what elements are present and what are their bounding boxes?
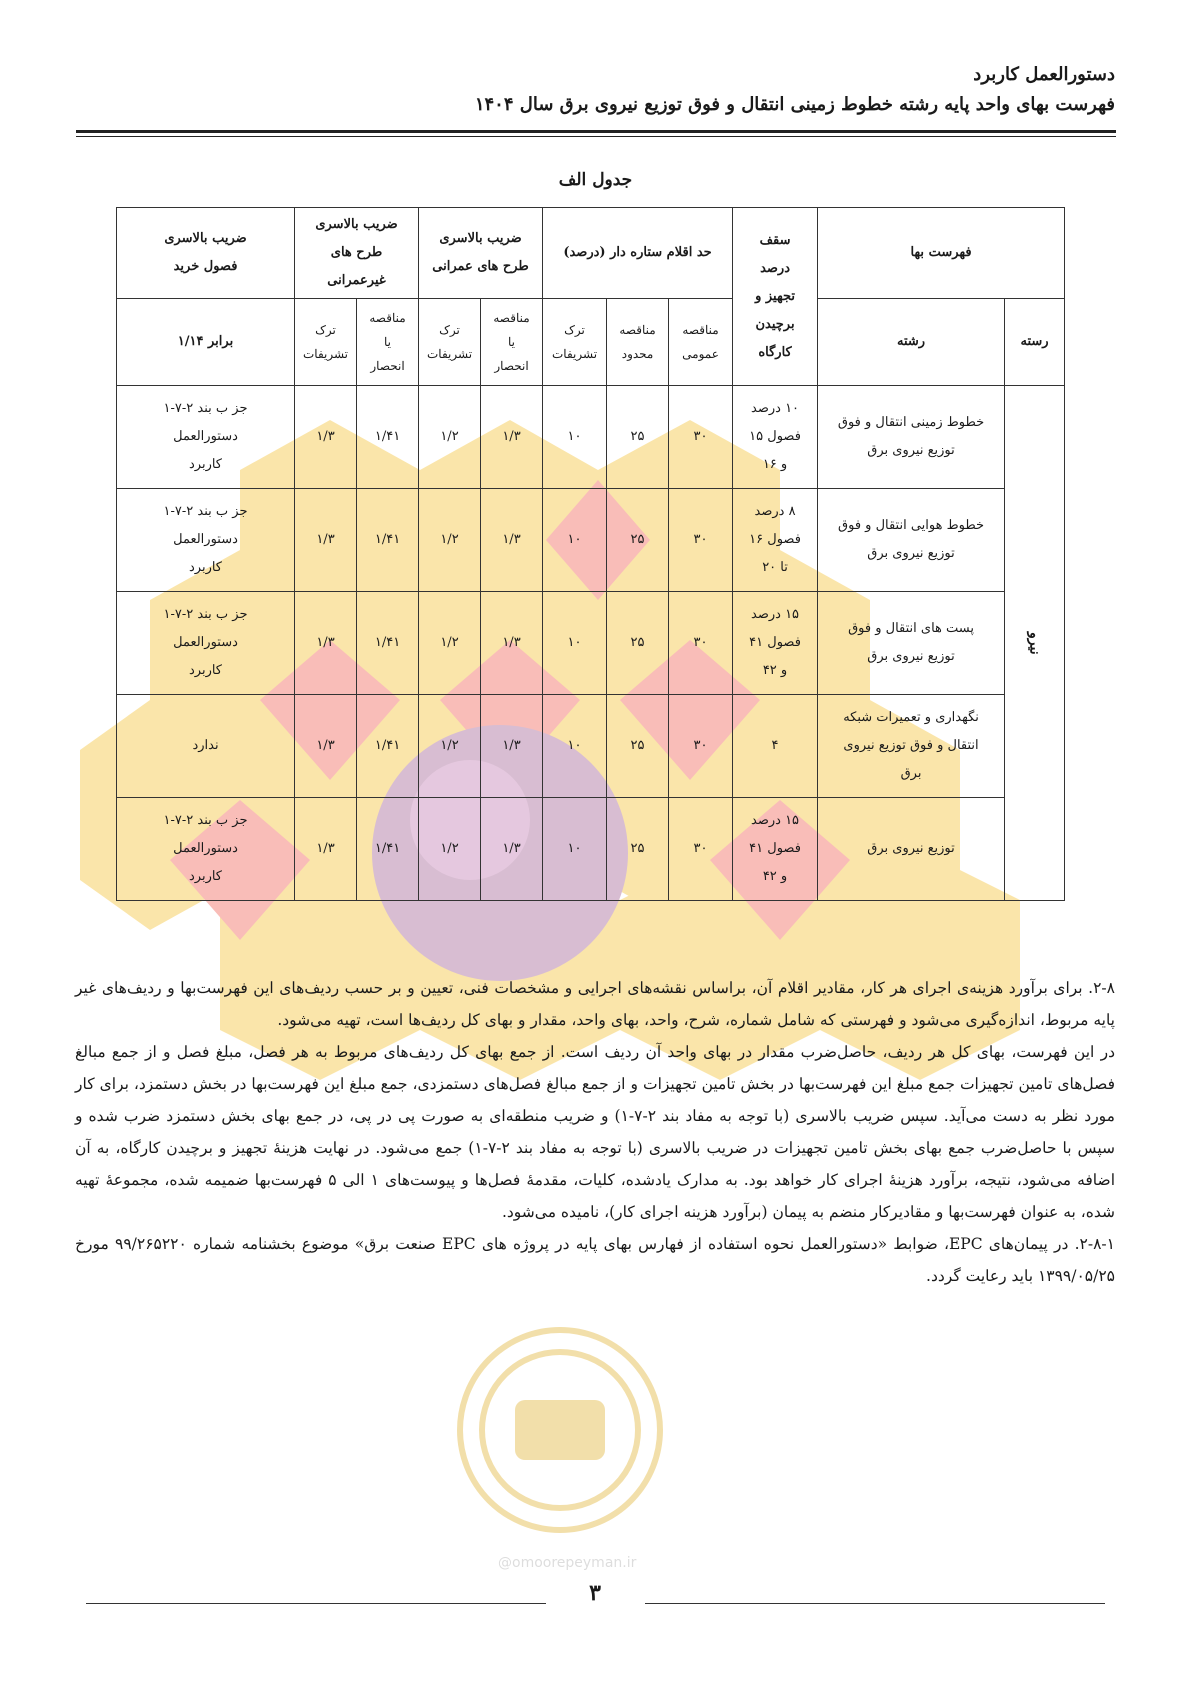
header-discipline: رشته: [818, 299, 1005, 386]
nondev-tender-cell: ۱/۴۱: [357, 489, 419, 592]
watermark-url: @omoorepeyman.ir: [498, 1555, 637, 1571]
dev-tender-cell: ۱/۳: [481, 592, 543, 695]
header-nondev-overhead: ضریب بالاسری طرح های غیرعمرانی: [295, 208, 419, 299]
page-header: [75, 60, 1115, 120]
header-dev-tender: مناقصه یا انحصار: [481, 299, 543, 386]
table-row: [117, 489, 1065, 592]
dev-waiver-cell: ۱/۲: [419, 592, 481, 695]
nondev-waiver-cell: ۱/۳: [295, 489, 357, 592]
limited-tender-cell: ۲۵: [607, 489, 669, 592]
body-text: [75, 972, 1115, 1292]
header-row-1: [117, 208, 1065, 299]
discipline-cell: پست های انتقال و فوق توزیع نیروی برق: [818, 592, 1005, 695]
nondev-waiver-cell: ۱/۳: [295, 798, 357, 901]
waiver-cell: ۱۰: [543, 386, 607, 489]
header-line-1: دستورالعمل کاربرد: [973, 64, 1115, 85]
waiver-cell: ۱۰: [543, 798, 607, 901]
paragraph-estimate: در این فهرست، بهای کل هر ردیف، حاصل‌ضرب مقدار در بهای واحد آن ردیف است. از جمع بهای کل ردیف‌های مربوط به هر فصل، مبلغ فصل و از جمع مبالغ فصل‌های تامین تجهیزات جمع مبلغ این فهرست‌بها در بخش تامین تجهیزات و از جمع مبالغ فصل‌های دستمزدی، جمع مبلغ این فهرست‌بها در بخش دستمزد، برای کار مورد نظر به دست می‌آید. سپس ضریب بالاسری (با توجه به مفاد بند ۲-۷-۱) و ضریب منطقه‌ای به صورت پی در پی، در جمع بهای بخش دستمزد ضرب شده و سپس با حاصل‌ضرب جمع بهای بخش تامین تجهیزات در ضریب بالاسری (با توجه به مفاد بند ۲-۷-۱) جمع می‌شود. در نهایت هزینهٔ تجهیز و برچیدن کارگاه، به آن اضافه می‌شود، نتیجه، برآورد هزینهٔ اجرای کار خواهد بود. به مدارک یادشده، کلیات، مقدمهٔ فصل‌ها و پیوست‌های ۱ الی ۵ فهرست‌بها ضمیمه شده، مجموعهٔ تهیه شده، به عنوان فهرست‌بها و مقادیرکار منضم به پیمان (برآورد هزینه اجرای کار)، نامیده می‌شود.: [75, 1043, 1116, 1221]
header-line-2: فهرست بهای واحد پایه رشته خطوط زمینی انتقال و فوق توزیع نیروی برق سال ۱۴۰۴: [474, 94, 1115, 115]
nondev-waiver-cell: ۱/۳: [295, 695, 357, 798]
waiver-cell: ۱۰: [543, 695, 607, 798]
ceiling-cell: ۴: [733, 695, 818, 798]
dev-waiver-cell: ۱/۲: [419, 386, 481, 489]
header-row-2: [117, 299, 1065, 386]
dev-waiver-cell: ۱/۲: [419, 695, 481, 798]
purchase-cell: جز ب بند ۲-۷-۱ دستورالعمل کاربرد: [117, 386, 295, 489]
nondev-tender-cell: ۱/۴۱: [357, 695, 419, 798]
header-nondev-tender: مناقصه یا انحصار: [357, 299, 419, 386]
header-dev-waiver: ترک تشریفات: [419, 299, 481, 386]
header-category: رسته: [1005, 299, 1065, 386]
header-limited-tender: مناقصه محدود: [607, 299, 669, 386]
ceiling-cell: ۱۵ درصد فصول ۴۱ و ۴۲: [733, 798, 818, 901]
header-general-tender: مناقصه عمومی: [669, 299, 733, 386]
header-nondev-waiver: ترک تشریفات: [295, 299, 357, 386]
limited-tender-cell: ۲۵: [607, 695, 669, 798]
footer-rule-right: [645, 1603, 1105, 1604]
paragraph-2-8: ۲-۸. برای برآورد هزینه‌ی اجرای هر کار، مقادیر اقلام آن، براساس نقشه‌های اجرایی و مشخصات فنی، تعیین و بر حسب ردیف‌های این فهرست‌بها و ردیف‌های غیر پایه مربوط، اندازه‌گیری می‌شود و فهرستی که شامل شماره، شرح، واحد، بهای واحد، مقدار و بهای کل ردیف‌ها است، تهیه می‌شود.: [75, 979, 1115, 1029]
ceiling-cell: ۱۵ درصد فصول ۴۱ و ۴۲: [733, 592, 818, 695]
table-row: [117, 592, 1065, 695]
limited-tender-cell: ۲۵: [607, 798, 669, 901]
nondev-tender-cell: ۱/۴۱: [357, 386, 419, 489]
header-ceiling: سقف درصد تجهیز و برچیدن کارگاه: [733, 208, 818, 386]
header-purchase-overhead: ضریب بالاسری فصول خرید: [117, 208, 295, 299]
ceiling-cell: ۱۰ درصد فصول ۱۵ و ۱۶: [733, 386, 818, 489]
dev-waiver-cell: ۱/۲: [419, 798, 481, 901]
footer-rule-left: [86, 1603, 546, 1604]
purchase-cell: ندارد: [117, 695, 295, 798]
header-dev-overhead: ضریب بالاسری طرح های عمرانی: [419, 208, 543, 299]
waiver-cell: ۱۰: [543, 489, 607, 592]
discipline-cell: خطوط زمینی انتقال و فوق توزیع نیروی برق: [818, 386, 1005, 489]
dev-tender-cell: ۱/۳: [481, 489, 543, 592]
purchase-cell: جز ب بند ۲-۷-۱ دستورالعمل کاربرد: [117, 798, 295, 901]
header-star-items: حد اقلام ستاره دار (درصد): [543, 208, 733, 299]
nondev-waiver-cell: ۱/۳: [295, 386, 357, 489]
header-equal-to: برابر ۱/۱۴: [117, 299, 295, 386]
dev-waiver-cell: ۱/۲: [419, 489, 481, 592]
nondev-waiver-cell: ۱/۳: [295, 592, 357, 695]
header-price-list: فهرست بها: [818, 208, 1065, 299]
general-tender-cell: ۳۰: [669, 695, 733, 798]
nondev-tender-cell: ۱/۴۱: [357, 798, 419, 901]
ceiling-cell: ۸ درصد فصول ۱۶ تا ۲۰: [733, 489, 818, 592]
discipline-cell: توزیع نیروی برق: [818, 798, 1005, 901]
purchase-cell: جز ب بند ۲-۷-۱ دستورالعمل کاربرد: [117, 592, 295, 695]
general-tender-cell: ۳۰: [669, 592, 733, 695]
purchase-cell: جز ب بند ۲-۷-۱ دستورالعمل کاربرد: [117, 489, 295, 592]
header-rule-thin: [76, 136, 1116, 137]
discipline-cell: خطوط هوایی انتقال و فوق توزیع نیروی برق: [818, 489, 1005, 592]
limited-tender-cell: ۲۵: [607, 386, 669, 489]
limited-tender-cell: ۲۵: [607, 592, 669, 695]
paragraph-2-8-1: ۲-۸-۱. در پیمان‌های EPC، ضوابط «دستورالعمل نحوه استفاده از فهارس بهای پایه در پروژه های EPC صنعت برق» موضوع بخشنامه شماره ۹۹/۲۶۵۲۲۰ مورخ ۱۳۹۹/۰۵/۲۵ باید رعایت گردد.: [75, 1235, 1115, 1285]
nondev-tender-cell: ۱/۴۱: [357, 592, 419, 695]
page-number: ۳: [589, 1580, 601, 1606]
category-cell: نیرو: [1005, 386, 1065, 901]
table-row: [117, 695, 1065, 798]
dev-tender-cell: ۱/۳: [481, 386, 543, 489]
table-row: [117, 798, 1065, 901]
price-factors-table: [116, 207, 1065, 901]
header-star-waiver: ترک تشریفات: [543, 299, 607, 386]
table-row: [117, 386, 1065, 489]
general-tender-cell: ۳۰: [669, 798, 733, 901]
discipline-cell: نگهداری و تعمیرات شبکه انتقال و فوق توزیع نیروی برق: [818, 695, 1005, 798]
general-tender-cell: ۳۰: [669, 489, 733, 592]
table-title: جدول الف: [558, 170, 633, 190]
header-rule-thick: [76, 130, 1116, 133]
dev-tender-cell: ۱/۳: [481, 798, 543, 901]
dev-tender-cell: ۱/۳: [481, 695, 543, 798]
general-tender-cell: ۳۰: [669, 386, 733, 489]
waiver-cell: ۱۰: [543, 592, 607, 695]
